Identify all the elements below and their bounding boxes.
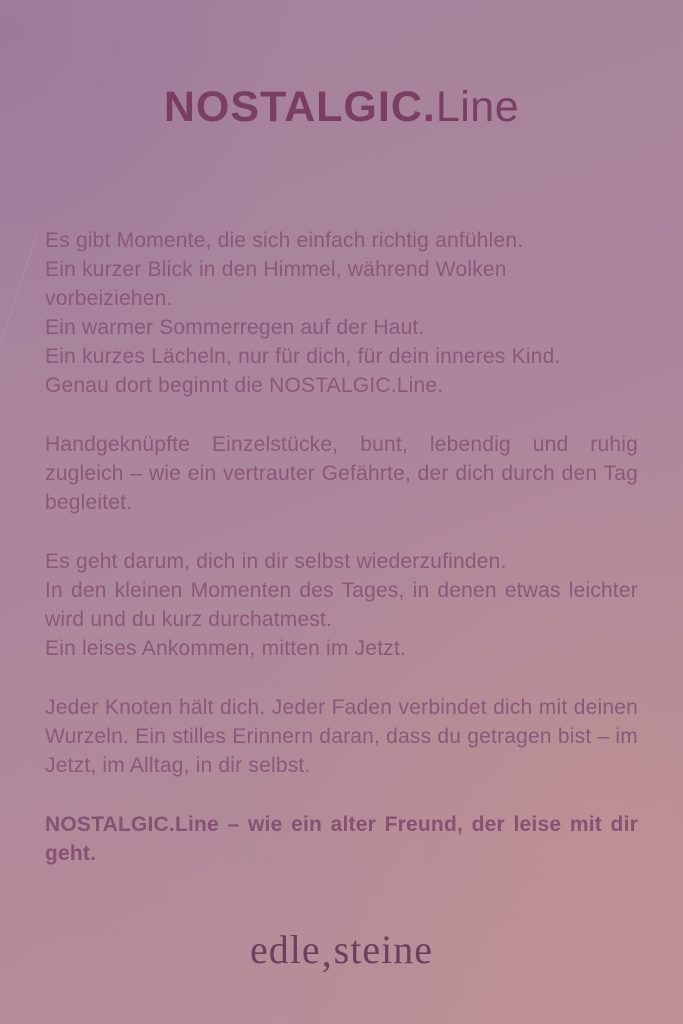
logo-word-edle: edle <box>250 927 321 972</box>
logo-comma-mark: , <box>321 930 333 975</box>
paragraph-knoten: Jeder Knoten hält dich. Jeder Faden verbindet dich mit deinen Wurzeln. Ein stilles Erinnern daran, dass du getragen bist – im Jetzt, im Alltag, in dir selbst. <box>45 696 638 777</box>
paragraph-handgeknuepfte: Handgeknüpfte Einzelstücke, bunt, lebendig und ruhig zugleich – wie ein vertrauter Gefährte, der dich durch den Tag begleitet. <box>45 433 638 514</box>
paragraph-wiederfinden-line-1: Es geht darum, dich in dir selbst wiederzufinden. <box>45 550 507 573</box>
body-text <box>45 226 638 898</box>
paragraph-momente-line-2: Ein kurzer Blick in den Himmel, während Wolken vorbeiziehen. <box>45 258 507 310</box>
brand-title-light: Line <box>435 83 520 131</box>
paragraph-wiederfinden-line-3: Ein leises Ankommen, mitten im Jetzt. <box>45 637 407 660</box>
paragraph-momente-line-1: Es gibt Momente, die sich einfach richtig anfühlen. <box>45 229 524 252</box>
paragraph-momente <box>45 226 638 400</box>
paragraph-wiederfinden <box>45 547 638 663</box>
paragraph-momente-line-4: Ein kurzes Lächeln, nur für dich, für dein inneres Kind. <box>45 345 561 368</box>
logo-word-steine: steine <box>333 927 433 972</box>
film-scratch-texture <box>0 233 38 347</box>
brand-title <box>0 82 683 134</box>
edle-steine-logo <box>0 927 683 975</box>
brand-title-bold: NOSTALGIC. <box>163 83 436 131</box>
paragraph-momente-line-5: Genau dort beginnt die NOSTALGIC.Line. <box>45 374 444 397</box>
paragraph-tagline: NOSTALGIC.Line – wie ein alter Freund, der leise mit dir geht. <box>45 813 638 865</box>
paragraph-momente-line-3: Ein warmer Sommerregen auf der Haut. <box>45 316 425 339</box>
paragraph-wiederfinden-line-2: In den kleinen Momenten des Tages, in denen etwas leichter wird und du kurz durchatmest. <box>45 579 638 631</box>
